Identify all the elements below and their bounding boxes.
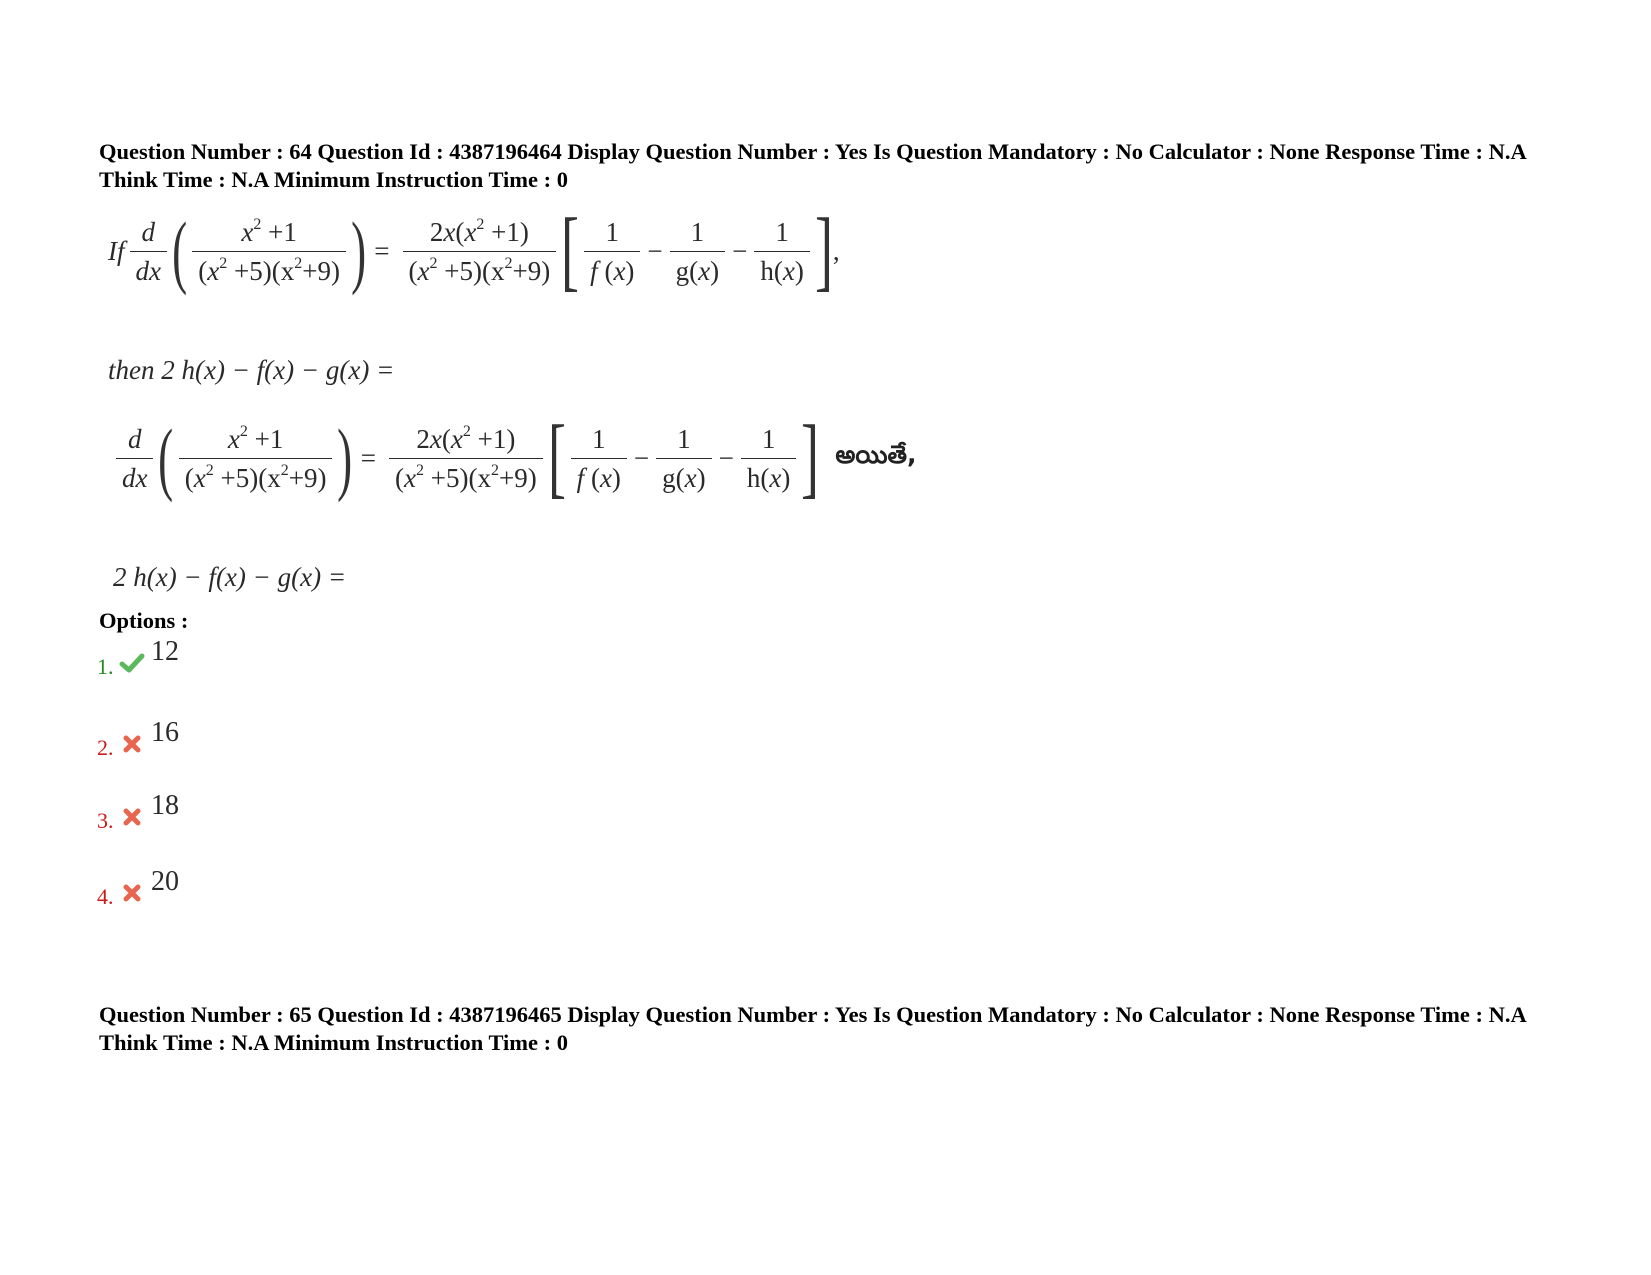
option-value: 20 <box>151 866 179 897</box>
option-1 <box>97 636 179 680</box>
derivative-operator: $\frac{d}{dx}$ <box>116 423 153 494</box>
option-2 <box>97 717 179 761</box>
option-value: 18 <box>151 790 179 821</box>
fraction-1-over-h: $\frac{1}{h(x)}$ <box>741 423 796 494</box>
question-telugu-expression: 2 h(x) − f(x) − g(x) = <box>113 562 347 592</box>
derivative-operator: $\frac{d}{dx}$ <box>130 216 167 287</box>
function-fraction: $\frac{x^2 +1}{(x^2 +5)(x^2+9)}$ <box>179 423 333 494</box>
question-64-header: Question Number : 64 Question Id : 4387196464 Display Question Number : Yes Is Question Mandatory : No Calculator : None Response Time : N.A Think Time : N.A Minimum Instruction Time : 0 <box>99 139 1526 192</box>
option-number: 3. <box>97 808 114 833</box>
option-3 <box>97 790 179 834</box>
option-value: 12 <box>151 636 179 667</box>
cross-icon <box>119 880 145 906</box>
derivative-result-fraction: $\frac{2x(x^2 +1)}{(x^2 +5)(x^2+9)}$ <box>389 423 543 494</box>
option-4 <box>97 866 179 910</box>
fraction-1-over-h: $\frac{1}{h(x)}$ <box>754 216 809 287</box>
question-then-expression: then 2 h(x) − f(x) − g(x) = <box>108 355 395 385</box>
option-number: 1. <box>97 654 114 679</box>
eq-if-word: If <box>108 235 125 266</box>
telugu-suffix: అయితే, <box>835 440 917 469</box>
option-value: 16 <box>151 717 179 748</box>
fraction-1-over-g: $\frac{1}{g(x)}$ <box>670 216 725 287</box>
cross-icon <box>119 731 145 757</box>
fraction-1-over-g: $\frac{1}{g(x)}$ <box>656 423 711 494</box>
option-number: 2. <box>97 735 114 760</box>
fraction-1-over-f: $\frac{1}{f (x)}$ <box>584 216 640 287</box>
question-equation-telugu: $\frac{d}{dx}$ ( $\frac{x^2 +1}{(x^2 +5)(x^2+9)}$ ) = $\frac{2x(x^2 +1)}{(x^2 +5)(x^2+9)}$ [ $\frac{1}{f (x)}$ − $\frac{1}{g(x)}$ − $\frac{1}{h(x)}$ ] అయితే, <box>111 413 916 503</box>
fraction-1-over-f: $\frac{1}{f (x)}$ <box>571 423 627 494</box>
question-equation-english: If $\frac{d}{dx}$ ( $\frac{x^2 +1}{(x^2 +5)(x^2+9)}$ ) = $\frac{2x(x^2 +1)}{(x^2 +5)(x^2+9)}$ [ $\frac{1}{f (x)}$ − $\frac{1}{g(x)}$ − $\frac{1}{h(x)}$ ] , <box>108 201 840 300</box>
function-fraction: $\frac{x^2 +1}{(x^2 +5)(x^2+9)}$ <box>192 216 346 287</box>
option-number: 4. <box>97 884 114 909</box>
derivative-result-fraction: $\frac{2x(x^2 +1)}{(x^2 +5)(x^2+9)}$ <box>403 216 557 287</box>
question-65-header: Question Number : 65 Question Id : 4387196465 Display Question Number : Yes Is Question Mandatory : No Calculator : None Response Time : N.A Think Time : N.A Minimum Instruction Time : 0 <box>99 1002 1526 1055</box>
options-label: Options : <box>99 608 189 633</box>
cross-icon <box>119 804 145 830</box>
check-icon <box>119 650 145 676</box>
